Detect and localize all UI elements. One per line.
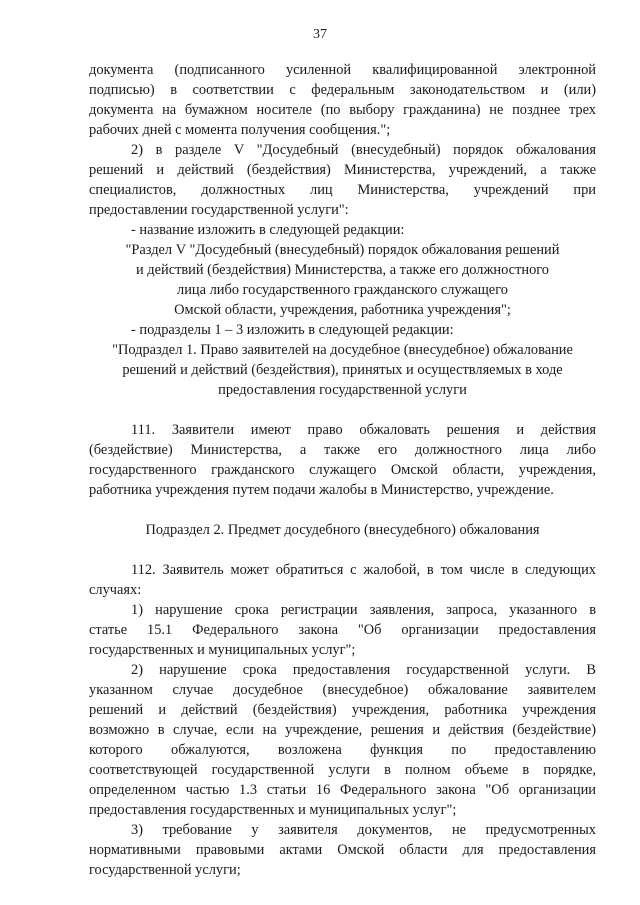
text-line: которого обжалуются, возложена функция по предоставлению <box>89 742 596 758</box>
text-line: - подразделы 1 – 3 изложить в следующей редакции: <box>131 322 454 338</box>
text-line: - название изложить в следующей редакции: <box>131 222 405 238</box>
text-line: работника учреждения путем подачи жалобы в Министерство, учреждение. <box>89 482 554 498</box>
text-line: документа на бумажном носителе (по выбору гражданина) не позднее трех <box>89 102 596 118</box>
text-line: соответствующей государственной услуги в полном объеме в порядке, <box>89 762 596 778</box>
text-line: нормативными правовыми актами Омской области для предоставления <box>89 842 596 858</box>
text-line: 1) нарушение срока регистрации заявления, запроса, указанного в <box>131 602 596 618</box>
text-line: государственного гражданского служащего Омской области, учреждения, <box>89 462 596 478</box>
text-line: определенном частью 1.3 статьи 16 Федерального закона "Об организации <box>89 782 596 798</box>
text-line: государственной услуги; <box>89 862 241 878</box>
text-line: "Раздел V "Досудебный (внесудебный) порядок обжалования решений <box>125 242 560 258</box>
text-line: государственных и муниципальных услуг"; <box>89 642 356 658</box>
text-line: статье 15.1 Федерального закона "Об организации предоставления <box>89 622 596 638</box>
text-line: специалистов, должностных лиц Министерства, учреждений при <box>89 182 596 198</box>
text-line: решений и действий (бездействия) учреждения, работника учреждения <box>89 702 596 718</box>
text-line: 112. Заявитель может обратиться с жалобой, в том числе в следующих <box>131 562 596 578</box>
text-line: и действий (бездействия) Министерства, а также его должностного <box>135 262 549 278</box>
text-line: 2) в разделе V "Досудебный (внесудебный) порядок обжалования <box>131 142 596 158</box>
text-line: решений и действий (бездействия) Министерства, учреждений, а также <box>89 162 596 178</box>
text-line: предоставлении государственной услуги": <box>89 202 349 218</box>
text-line: указанном случае досудебное (внесудебное) обжалование заявителем <box>89 682 596 698</box>
text-line: решений и действий (бездействия), принятых и осуществляемых в ходе <box>122 362 563 378</box>
text-line: случаях: <box>89 582 142 598</box>
text-line: лица либо государственного гражданского служащего <box>177 282 508 298</box>
text-line: рабочих дней с момента получения сообщения."; <box>89 122 391 138</box>
page-number: 37 <box>313 27 327 42</box>
text-line: подписью) в соответствии с федеральным законодательством и (или) <box>89 82 596 98</box>
text-line: 111. Заявители имеют право обжаловать решения и действия <box>131 422 596 438</box>
text-line: предоставления государственных и муниципальных услуг"; <box>89 802 457 818</box>
subsection-heading: Подраздел 2. Предмет досудебного (внесудебного) обжалования <box>145 522 540 538</box>
text-line: возможно в случае, если на учреждение, решения и действия (бездействие) <box>89 722 596 738</box>
text-line: 2) нарушение срока предоставления государственной услуги. В <box>131 662 596 678</box>
text-line: документа (подписанного усиленной квалифицированной электронной <box>89 62 596 78</box>
text-line: предоставления государственной услуги <box>218 382 467 398</box>
text-line: "Подраздел 1. Право заявителей на досудебное (внесудебное) обжалование <box>112 342 573 358</box>
text-line: (бездействие) Министерства, а также его должностного лица либо <box>89 442 596 458</box>
text-line: 3) требование у заявителя документов, не предусмотренных <box>131 822 596 838</box>
text-line: Омской области, учреждения, работника учреждения"; <box>174 302 511 318</box>
